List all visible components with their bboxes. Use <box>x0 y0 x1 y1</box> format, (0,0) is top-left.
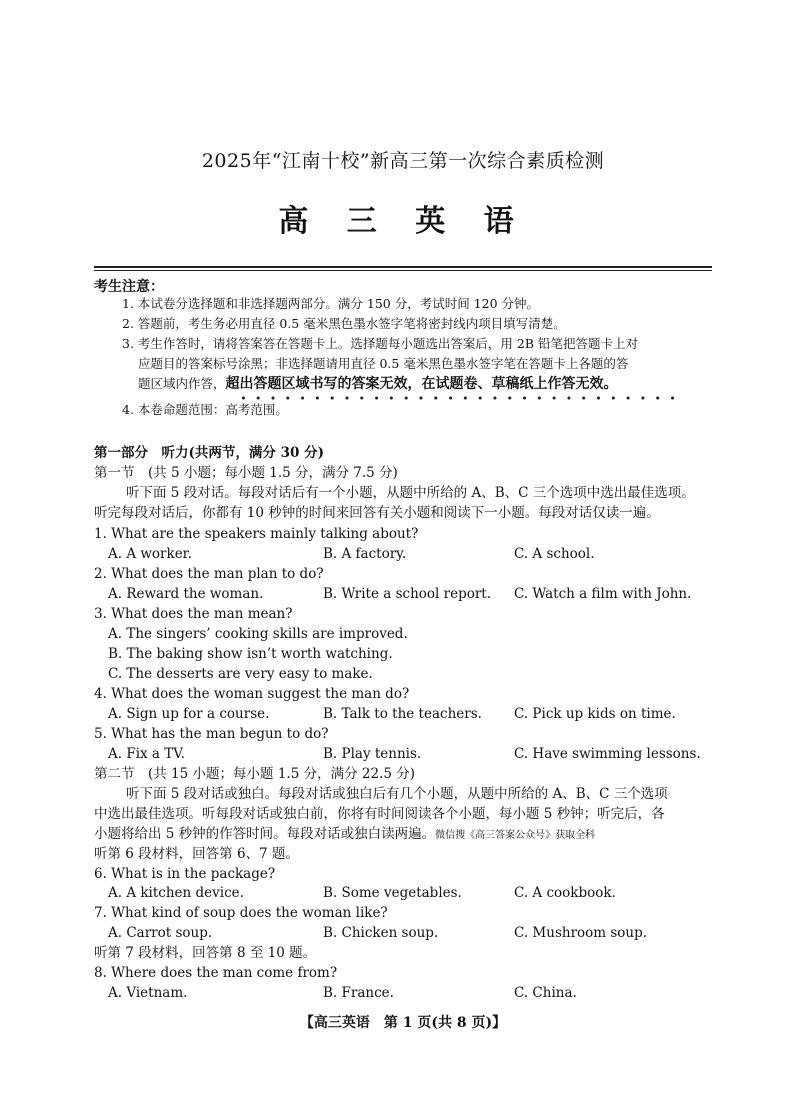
notice-item-3-line2: 应题目的答案标号涂黑；非选择题请用直径 0.5 毫米黑色墨水签字笔在答题卡上各题的答 <box>138 356 629 371</box>
section1-heading: 第一节 (共 5 小题；每小题 1.5 分，满分 7.5 分) <box>94 465 398 481</box>
question-5-option-b: B. Play tennis. <box>323 746 422 762</box>
question-4-stem: 4. What does the woman suggest the man do? <box>94 686 410 702</box>
question-2-option-a: A. Reward the woman. <box>108 586 264 602</box>
question-2-option-b: B. Write a school report. <box>323 586 492 602</box>
notice-heading: 考生注意： <box>94 279 164 295</box>
page-footer: 【高三英语 第 1 页(共 8 页)】 <box>299 1015 507 1031</box>
question-2-stem: 2. What does the man plan to do? <box>94 566 324 582</box>
question-4-option-a: A. Sign up for a course. <box>108 706 270 722</box>
divider-thin <box>94 270 712 271</box>
question-4-option-c: C. Pick up kids on time. <box>514 706 676 722</box>
section2-instr-line3 <box>94 824 714 846</box>
section2-instructions <box>94 784 714 846</box>
question-3-stem: 3. What does the man mean? <box>94 606 293 622</box>
notice-item-3-plain: 题区域内作答， <box>138 376 226 391</box>
question-3-option-c: C. The desserts are very easy to make. <box>108 666 373 682</box>
question-5-option-c: C. Have swimming lessons. <box>514 746 701 762</box>
material-7-label: 听第 7 段材料，回答第 8 至 10 题。 <box>94 945 317 961</box>
section2-heading: 第二节 (共 15 小题；每小题 1.5 分，满分 22.5 分) <box>94 766 415 782</box>
question-6-option-a: A. A kitchen device. <box>108 885 244 901</box>
question-8-option-c: C. China. <box>514 985 577 1001</box>
notice-item-3-emphasis: 超出答题区域书写的答案无效，在试题卷、草稿纸上作答无效。 <box>225 376 618 392</box>
divider-thick <box>94 266 712 268</box>
section1-instr-line1: 听下面 5 段对话。每段对话后有一个小题，从题中所给的 A、B、C 三个选项中选出最佳选项。 <box>126 485 695 501</box>
question-1-option-b: B. A factory. <box>323 546 407 562</box>
exam-title: 2025年“江南十校”新高三第一次综合素质检测 <box>201 150 605 172</box>
question-8-option-a: A. Vietnam. <box>108 985 188 1001</box>
notice-item-1: 1. 本试卷分选择题和非选择题两部分。满分 150 分，考试时间 120 分钟。 <box>122 296 540 311</box>
question-3-option-b: B. The baking show isn’t worth watching. <box>108 646 393 662</box>
question-7-option-b: B. Chicken soup. <box>323 925 439 941</box>
question-7-stem: 7. What kind of soup does the woman like? <box>94 905 388 921</box>
subject-title: 高 三 英 语 <box>278 204 528 239</box>
question-3-option-a: A. The singers’ cooking skills are improved. <box>108 626 408 642</box>
question-6-stem: 6. What is in the package? <box>94 866 276 882</box>
section1-instructions <box>94 483 714 523</box>
section2-instr-note: 微信搜《高三答案公众号》获取全科 <box>435 830 596 841</box>
section2-instr-text: 小题将给出 5 秒钟的作答时间。每段对话或独白读两遍。 <box>94 826 436 842</box>
notice-item-3-line1: 3. 考生作答时，请将答案答在答题卡上。选择题每小题选出答案后，用 2B 铅笔把答题卡上对 <box>122 336 638 351</box>
section2-instr-line2: 中选出最佳选项。听每段对话或独白前，你将有时间阅读各个小题，每小题 5 秒钟；听完后，各 <box>94 806 665 822</box>
material-6-label: 听第 6 段材料，回答第 6、7 题。 <box>94 846 299 862</box>
notice-item-2: 2. 答题前，考生务必用直径 0.5 毫米黑色墨水签字笔将密封线内项目填写清楚。 <box>122 316 566 331</box>
question-1-option-a: A. A worker. <box>108 546 192 562</box>
question-8-stem: 8. Where does the man come from? <box>94 965 338 981</box>
section1-instr-line2: 听完每段对话后，你都有 10 秒钟的时间来回答有关小题和阅读下一小题。每段对话仅读一遍。 <box>94 505 660 521</box>
question-5-stem: 5. What has the man begun to do? <box>94 726 329 742</box>
section2-instr-line1: 听下面 5 段对话或独白。每段对话或独白后有几个小题，从题中所给的 A、B、C 三个选项 <box>126 786 668 802</box>
notice-item-3-line3 <box>138 374 734 394</box>
question-4-option-b: B. Talk to the teachers. <box>323 706 482 722</box>
notice-item-4: 4. 本卷命题范围：高考范围。 <box>122 402 288 417</box>
question-2-option-c: C. Watch a film with John. <box>514 586 692 602</box>
question-1-option-c: C. A school. <box>514 546 595 562</box>
question-7-option-a: A. Carrot soup. <box>108 925 213 941</box>
question-7-option-c: C. Mushroom soup. <box>514 925 648 941</box>
part1-heading: 第一部分 听力(共两节，满分 30 分) <box>94 445 324 461</box>
question-8-option-b: B. France. <box>323 985 394 1001</box>
question-6-option-b: B. Some vegetables. <box>323 885 462 901</box>
question-6-option-c: C. A cookbook. <box>514 885 616 901</box>
question-1-stem: 1. What are the speakers mainly talking about? <box>94 526 419 542</box>
question-5-option-a: A. Fix a TV. <box>108 746 185 762</box>
